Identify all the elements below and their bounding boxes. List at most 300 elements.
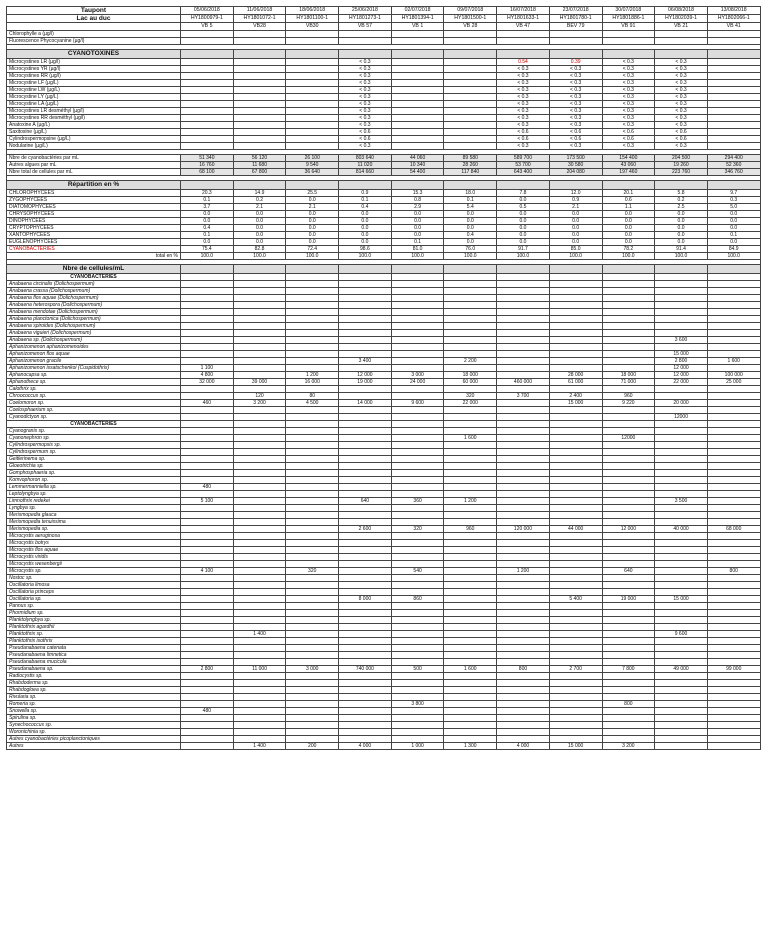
species-count bbox=[181, 386, 234, 393]
species-count bbox=[233, 715, 286, 722]
table-row bbox=[7, 162, 761, 169]
species-count bbox=[391, 624, 444, 631]
value-cell: 91.4 bbox=[655, 246, 708, 253]
species-count bbox=[549, 463, 602, 470]
species-count bbox=[444, 575, 497, 582]
species-count bbox=[233, 407, 286, 414]
species-row bbox=[7, 358, 761, 365]
species-count bbox=[233, 645, 286, 652]
species-count bbox=[655, 505, 708, 512]
value-cell: < 0.3 bbox=[655, 115, 708, 122]
total-value: 100.0 bbox=[655, 253, 708, 260]
table-row bbox=[7, 101, 761, 108]
species-count bbox=[707, 456, 760, 463]
species-count bbox=[181, 512, 234, 519]
row-label: Microcystines RR (µg/l) bbox=[7, 73, 181, 80]
row-label: Microcystines LR (µg/l) bbox=[7, 59, 181, 66]
species-count bbox=[181, 694, 234, 701]
species-count: 18 000 bbox=[444, 372, 497, 379]
species-count bbox=[497, 582, 550, 589]
species-count bbox=[707, 708, 760, 715]
value-cell: < 0.3 bbox=[497, 122, 550, 129]
species-count bbox=[497, 400, 550, 407]
species-name: Synechococcus sp. bbox=[7, 722, 181, 729]
value-cell: 204 500 bbox=[655, 155, 708, 162]
blank-cell bbox=[707, 265, 760, 274]
species-count bbox=[233, 337, 286, 344]
value-cell: 294 400 bbox=[707, 155, 760, 162]
species-row bbox=[7, 449, 761, 456]
species-count: 540 bbox=[391, 568, 444, 575]
blank-cell bbox=[602, 274, 655, 281]
value-cell: 0.0 bbox=[233, 232, 286, 239]
blank-cell bbox=[181, 421, 234, 428]
value-cell: 26 100 bbox=[286, 155, 339, 162]
header-date: 09/07/2018 bbox=[444, 7, 497, 15]
table-row bbox=[7, 190, 761, 197]
table-row bbox=[7, 122, 761, 129]
species-count bbox=[497, 561, 550, 568]
value-cell: 25.5 bbox=[286, 190, 339, 197]
table-row bbox=[7, 143, 761, 150]
species-count bbox=[444, 568, 497, 575]
species-count bbox=[707, 491, 760, 498]
species-count bbox=[444, 407, 497, 414]
species-count: 32 000 bbox=[181, 379, 234, 386]
species-count: 7 800 bbox=[602, 666, 655, 673]
value-cell: 346 760 bbox=[707, 169, 760, 176]
species-row bbox=[7, 428, 761, 435]
blank-cell bbox=[339, 50, 392, 59]
species-count: 40 000 bbox=[655, 526, 708, 533]
value-cell: 0.1 bbox=[339, 197, 392, 204]
species-name: Merismopedia tenuissima bbox=[7, 519, 181, 526]
species-count bbox=[655, 309, 708, 316]
species-count bbox=[339, 694, 392, 701]
species-count bbox=[707, 610, 760, 617]
species-count bbox=[339, 603, 392, 610]
species-count bbox=[391, 715, 444, 722]
species-count: 1 200 bbox=[286, 372, 339, 379]
species-count bbox=[602, 309, 655, 316]
species-count bbox=[286, 477, 339, 484]
species-row bbox=[7, 337, 761, 344]
species-count bbox=[181, 687, 234, 694]
species-count bbox=[286, 449, 339, 456]
species-count bbox=[444, 687, 497, 694]
value-cell: < 0.6 bbox=[602, 136, 655, 143]
species-count: 3 200 bbox=[233, 400, 286, 407]
species-count bbox=[655, 589, 708, 596]
species-row bbox=[7, 687, 761, 694]
table-row bbox=[7, 197, 761, 204]
value-cell bbox=[444, 31, 497, 38]
species-count bbox=[549, 631, 602, 638]
row-label: CYANOBACTERIES bbox=[7, 246, 181, 253]
value-cell: < 0.3 bbox=[497, 115, 550, 122]
species-count bbox=[497, 659, 550, 666]
value-cell: 0.4 bbox=[444, 232, 497, 239]
species-row bbox=[7, 673, 761, 680]
species-count bbox=[655, 519, 708, 526]
blank-cell bbox=[707, 274, 760, 281]
value-cell: 2.1 bbox=[286, 204, 339, 211]
total-value: 100.0 bbox=[286, 253, 339, 260]
header-code: HY1801273-1 bbox=[339, 15, 392, 23]
species-count bbox=[181, 456, 234, 463]
species-count bbox=[444, 281, 497, 288]
species-count bbox=[233, 701, 286, 708]
species-count bbox=[444, 519, 497, 526]
species-count bbox=[707, 561, 760, 568]
species-count bbox=[233, 533, 286, 540]
species-count bbox=[391, 631, 444, 638]
species-count bbox=[444, 652, 497, 659]
total-row bbox=[7, 253, 761, 260]
value-cell bbox=[233, 31, 286, 38]
species-count bbox=[181, 505, 234, 512]
species-row bbox=[7, 435, 761, 442]
species-count bbox=[233, 351, 286, 358]
header-code: HY1801394-1 bbox=[391, 15, 444, 23]
species-count bbox=[655, 281, 708, 288]
species-count bbox=[707, 428, 760, 435]
species-count bbox=[602, 533, 655, 540]
species-count bbox=[233, 281, 286, 288]
species-count bbox=[286, 358, 339, 365]
species-count: 19 000 bbox=[339, 379, 392, 386]
species-count bbox=[707, 743, 760, 750]
species-name: Pannus sp. bbox=[7, 603, 181, 610]
species-count bbox=[391, 610, 444, 617]
species-count bbox=[391, 694, 444, 701]
species-count bbox=[391, 722, 444, 729]
row-label: Microcystine LY (µg/L) bbox=[7, 94, 181, 101]
species-count bbox=[602, 463, 655, 470]
species-name: Anabaena crassa (Dolichospermum) bbox=[7, 288, 181, 295]
species-count bbox=[181, 582, 234, 589]
species-count bbox=[339, 316, 392, 323]
species-row bbox=[7, 652, 761, 659]
species-count: 460 000 bbox=[497, 379, 550, 386]
header-code: HY1800979-1 bbox=[181, 15, 234, 23]
species-count bbox=[233, 582, 286, 589]
species-row bbox=[7, 281, 761, 288]
species-count bbox=[707, 547, 760, 554]
species-count bbox=[444, 449, 497, 456]
species-count bbox=[497, 694, 550, 701]
value-cell: < 0.3 bbox=[602, 87, 655, 94]
species-count: 4 800 bbox=[181, 372, 234, 379]
species-count bbox=[497, 484, 550, 491]
value-cell: 643 400 bbox=[497, 169, 550, 176]
species-count bbox=[286, 463, 339, 470]
value-cell: 0.0 bbox=[391, 211, 444, 218]
species-count bbox=[181, 302, 234, 309]
species-name: Coelosphaerium sp. bbox=[7, 407, 181, 414]
species-name: Anabaena flos aquae (Dolichospermum) bbox=[7, 295, 181, 302]
species-count bbox=[655, 533, 708, 540]
value-cell: 12.0 bbox=[549, 190, 602, 197]
blank-cell bbox=[602, 421, 655, 428]
species-count bbox=[602, 680, 655, 687]
species-count bbox=[655, 470, 708, 477]
value-cell bbox=[497, 31, 550, 38]
header-station: VB 5 bbox=[181, 23, 234, 31]
species-count: 3 500 bbox=[655, 498, 708, 505]
species-count bbox=[286, 484, 339, 491]
table-row bbox=[7, 155, 761, 162]
species-count bbox=[181, 589, 234, 596]
row-label: Cylindrospermopsine (µg/L) bbox=[7, 136, 181, 143]
value-cell: 0.0 bbox=[497, 197, 550, 204]
value-cell bbox=[286, 31, 339, 38]
value-cell: < 0.3 bbox=[339, 115, 392, 122]
value-cell: < 0.3 bbox=[549, 80, 602, 87]
species-count: 1 600 bbox=[444, 435, 497, 442]
value-cell: 0.9 bbox=[339, 190, 392, 197]
value-cell: 0.1 bbox=[181, 232, 234, 239]
species-count bbox=[444, 386, 497, 393]
value-cell bbox=[286, 66, 339, 73]
species-count bbox=[549, 533, 602, 540]
species-count bbox=[549, 470, 602, 477]
species-count bbox=[181, 540, 234, 547]
species-count bbox=[181, 533, 234, 540]
value-cell: < 0.3 bbox=[497, 101, 550, 108]
species-count bbox=[497, 365, 550, 372]
species-row bbox=[7, 505, 761, 512]
species-count bbox=[339, 428, 392, 435]
species-row bbox=[7, 582, 761, 589]
species-count bbox=[181, 407, 234, 414]
blank-cell bbox=[233, 265, 286, 274]
value-cell: 89 580 bbox=[444, 155, 497, 162]
species-count bbox=[444, 638, 497, 645]
species-count bbox=[549, 407, 602, 414]
species-count bbox=[286, 652, 339, 659]
species-count bbox=[549, 386, 602, 393]
species-count: 99 000 bbox=[707, 666, 760, 673]
species-row bbox=[7, 708, 761, 715]
species-count bbox=[707, 617, 760, 624]
species-count bbox=[233, 316, 286, 323]
species-count bbox=[181, 330, 234, 337]
value-cell bbox=[233, 115, 286, 122]
species-count bbox=[707, 540, 760, 547]
species-count: 3 200 bbox=[602, 743, 655, 750]
cyanobacteria-subtitle: CYANOBACTERIES bbox=[7, 274, 181, 281]
species-count bbox=[707, 624, 760, 631]
species-count: 39 000 bbox=[233, 379, 286, 386]
value-cell: 0.0 bbox=[286, 239, 339, 246]
header-station: VB 91 bbox=[602, 23, 655, 31]
species-count bbox=[655, 554, 708, 561]
value-cell: 0.0 bbox=[391, 218, 444, 225]
species-count bbox=[286, 316, 339, 323]
species-count: 9 220 bbox=[602, 400, 655, 407]
species-count bbox=[549, 435, 602, 442]
value-cell bbox=[444, 115, 497, 122]
species-count bbox=[286, 414, 339, 421]
species-count bbox=[602, 554, 655, 561]
header-station: VB 1 bbox=[391, 23, 444, 31]
species-count bbox=[444, 708, 497, 715]
species-row bbox=[7, 631, 761, 638]
species-count: 800 bbox=[497, 666, 550, 673]
species-count bbox=[444, 323, 497, 330]
species-count: 800 bbox=[602, 701, 655, 708]
species-count bbox=[391, 316, 444, 323]
species-count bbox=[497, 519, 550, 526]
species-count: 2 800 bbox=[655, 358, 708, 365]
value-cell: 5.4 bbox=[444, 204, 497, 211]
species-count: 18 000 bbox=[602, 372, 655, 379]
species-count bbox=[391, 344, 444, 351]
value-cell: 2.5 bbox=[655, 204, 708, 211]
species-count bbox=[655, 687, 708, 694]
species-name: Gloeotrichia sp. bbox=[7, 463, 181, 470]
value-cell bbox=[707, 122, 760, 129]
species-count bbox=[602, 281, 655, 288]
value-cell bbox=[391, 136, 444, 143]
species-count bbox=[339, 288, 392, 295]
value-cell bbox=[707, 80, 760, 87]
species-count bbox=[602, 582, 655, 589]
value-cell bbox=[286, 38, 339, 45]
species-count: 100 000 bbox=[707, 372, 760, 379]
blank-cell bbox=[602, 265, 655, 274]
table-row bbox=[7, 204, 761, 211]
species-count bbox=[181, 358, 234, 365]
value-cell bbox=[391, 115, 444, 122]
species-count bbox=[233, 624, 286, 631]
species-count bbox=[339, 652, 392, 659]
value-cell: 53 700 bbox=[497, 162, 550, 169]
species-count bbox=[286, 442, 339, 449]
value-cell: 0.0 bbox=[339, 232, 392, 239]
value-cell: 0.0 bbox=[602, 211, 655, 218]
species-count bbox=[233, 344, 286, 351]
total-value: 100.0 bbox=[181, 253, 234, 260]
value-cell: 56 120 bbox=[233, 155, 286, 162]
value-cell: < 0.3 bbox=[549, 115, 602, 122]
species-count: 1 200 bbox=[497, 568, 550, 575]
blank-cell bbox=[286, 181, 339, 190]
species-count: 61 000 bbox=[549, 379, 602, 386]
species-name: Coelomoron sp. bbox=[7, 400, 181, 407]
value-cell: 76.0 bbox=[444, 246, 497, 253]
species-count bbox=[233, 428, 286, 435]
value-cell: < 0.3 bbox=[339, 101, 392, 108]
value-cell: 11 020 bbox=[339, 162, 392, 169]
species-count bbox=[707, 407, 760, 414]
species-count: 1 600 bbox=[707, 358, 760, 365]
species-count bbox=[602, 477, 655, 484]
species-count bbox=[444, 645, 497, 652]
species-count bbox=[497, 708, 550, 715]
species-name: Autres bbox=[7, 743, 181, 750]
species-count bbox=[391, 547, 444, 554]
species-count bbox=[286, 722, 339, 729]
table-row bbox=[7, 225, 761, 232]
value-cell bbox=[391, 122, 444, 129]
total-value: 100.0 bbox=[707, 253, 760, 260]
species-count bbox=[181, 554, 234, 561]
value-cell: 0.0 bbox=[655, 225, 708, 232]
value-cell: 0.0 bbox=[286, 197, 339, 204]
species-count bbox=[339, 330, 392, 337]
value-cell: 0.0 bbox=[497, 211, 550, 218]
species-count: 2 200 bbox=[444, 358, 497, 365]
species-count bbox=[339, 708, 392, 715]
value-cell bbox=[444, 94, 497, 101]
value-cell: < 0.3 bbox=[602, 115, 655, 122]
species-count bbox=[497, 736, 550, 743]
species-count bbox=[655, 701, 708, 708]
species-count bbox=[707, 386, 760, 393]
value-cell bbox=[181, 38, 234, 45]
species-count bbox=[286, 505, 339, 512]
blank-cell bbox=[549, 181, 602, 190]
species-row bbox=[7, 603, 761, 610]
value-cell: < 0.3 bbox=[339, 94, 392, 101]
species-count bbox=[707, 435, 760, 442]
species-count bbox=[497, 673, 550, 680]
value-cell bbox=[233, 101, 286, 108]
value-cell bbox=[181, 31, 234, 38]
species-name: Cyanogranis sp. bbox=[7, 428, 181, 435]
species-count bbox=[339, 561, 392, 568]
value-cell bbox=[233, 80, 286, 87]
blank-cell bbox=[602, 50, 655, 59]
species-count bbox=[444, 715, 497, 722]
species-name: Geitlerinema sp. bbox=[7, 456, 181, 463]
value-cell: 0.0 bbox=[602, 225, 655, 232]
value-cell bbox=[286, 143, 339, 150]
species-count bbox=[655, 645, 708, 652]
species-count bbox=[707, 659, 760, 666]
blank-cell bbox=[444, 274, 497, 281]
species-count bbox=[602, 428, 655, 435]
blank-cell bbox=[707, 421, 760, 428]
value-cell bbox=[233, 108, 286, 115]
value-cell: < 0.3 bbox=[549, 122, 602, 129]
species-count: 1 200 bbox=[444, 498, 497, 505]
value-cell bbox=[497, 38, 550, 45]
species-count bbox=[339, 302, 392, 309]
value-cell: 0.0 bbox=[497, 225, 550, 232]
value-cell bbox=[707, 59, 760, 66]
species-count: 12 000 bbox=[655, 372, 708, 379]
table-row bbox=[7, 66, 761, 73]
species-count bbox=[602, 316, 655, 323]
value-cell bbox=[286, 87, 339, 94]
blank-cell bbox=[497, 274, 550, 281]
species-name: Autres cyanobactéries picoplanctoniques bbox=[7, 736, 181, 743]
species-count bbox=[391, 540, 444, 547]
species-count: 15 000 bbox=[655, 351, 708, 358]
species-count bbox=[707, 344, 760, 351]
species-count bbox=[233, 386, 286, 393]
species-count bbox=[549, 351, 602, 358]
value-cell: < 0.3 bbox=[549, 73, 602, 80]
value-cell: < 0.6 bbox=[497, 129, 550, 136]
species-count bbox=[497, 589, 550, 596]
value-cell: 803 640 bbox=[339, 155, 392, 162]
species-count bbox=[549, 456, 602, 463]
value-cell: 52 360 bbox=[707, 162, 760, 169]
